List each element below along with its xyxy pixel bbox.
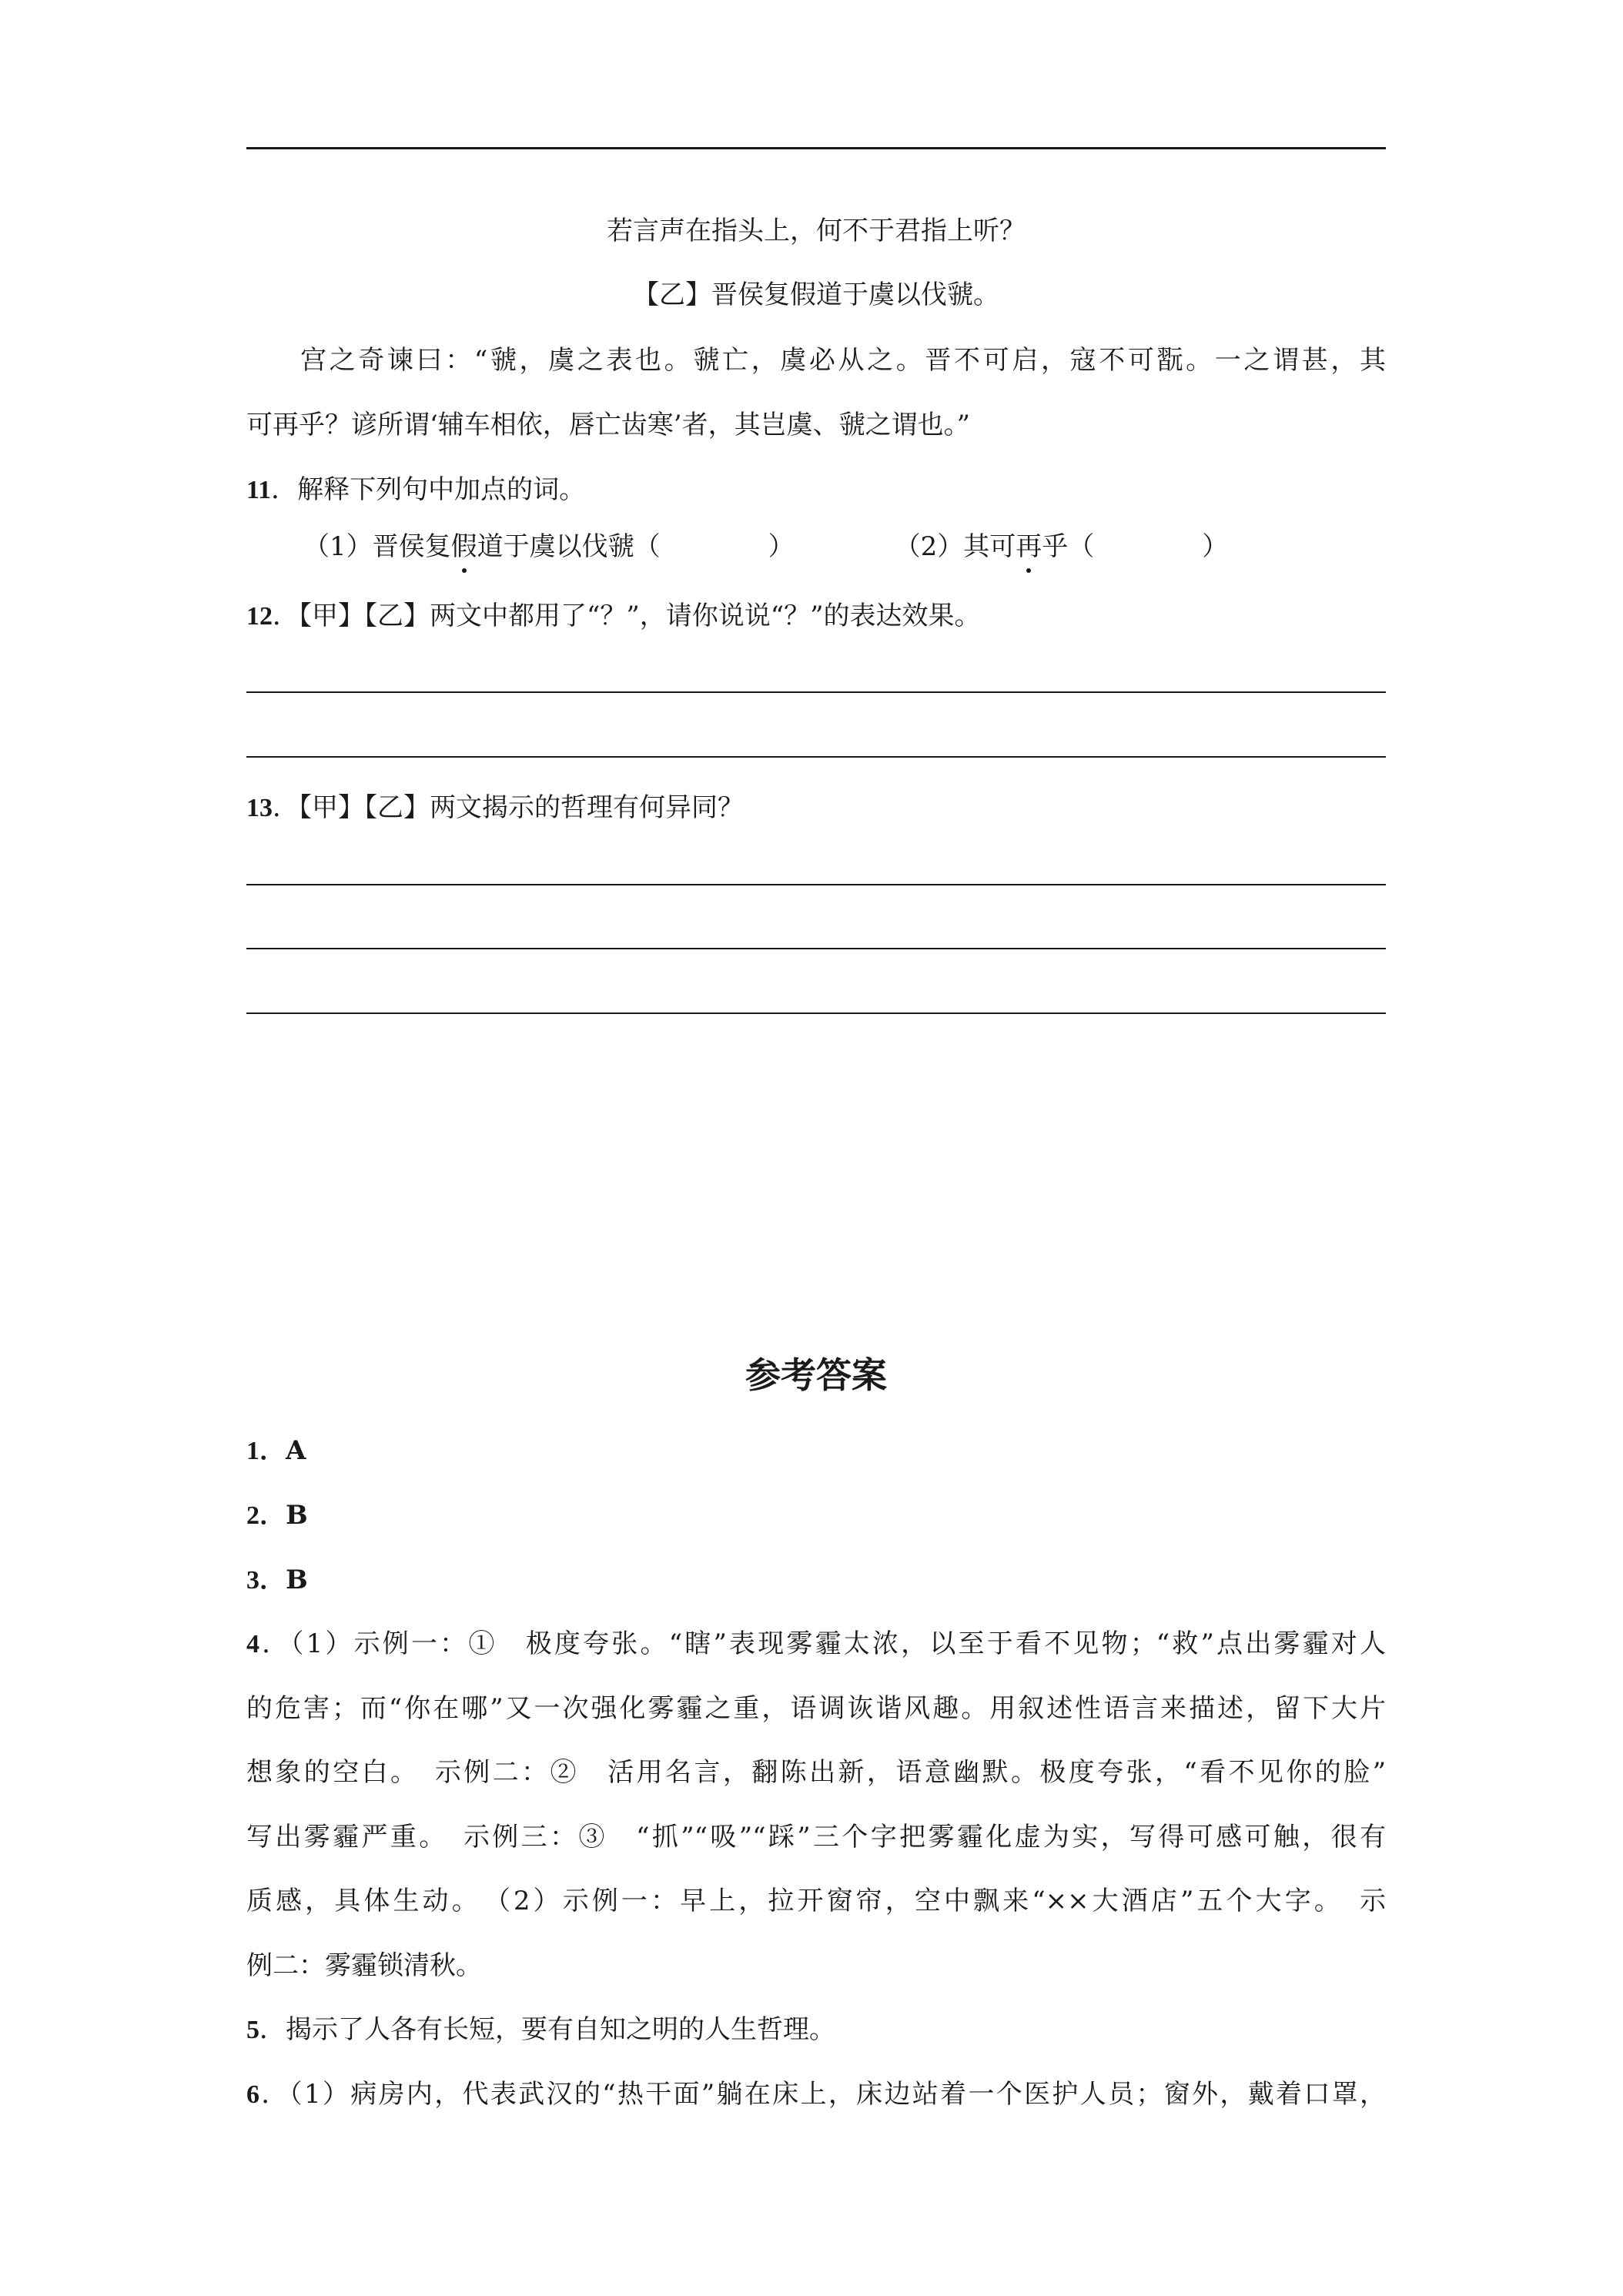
question-number: 12 — [246, 602, 273, 631]
item-2-prefix: （2）其可 — [894, 531, 1016, 562]
answer-4-line: 的危害；而“你在哪”又一次强化雾霾之重，语调诙谐风趣。用叙述性语言来描述，留下大片 — [246, 1693, 1386, 1724]
item-1-close: ） — [768, 531, 795, 562]
question-11 — [246, 473, 1386, 507]
answer-text: ．B — [259, 1565, 308, 1595]
emphasis-dot-word: 再 — [1016, 531, 1042, 562]
answer-6 — [246, 2077, 1386, 2112]
answer-4-line: 例二：雾霾锁清秋。 — [246, 1950, 482, 1981]
answer-4-line — [246, 1627, 1386, 1662]
header-rule — [246, 147, 1386, 149]
answer-number: 5 — [246, 2016, 259, 2044]
answer-number: 1 — [246, 1437, 259, 1465]
emphasis-dot-word: 假 — [450, 531, 477, 562]
answer-line[interactable] — [246, 1012, 1386, 1014]
answer-number: 6 — [246, 2080, 259, 2109]
answer-line[interactable] — [246, 691, 1386, 693]
passage-paragraph-line: 可再乎？谚所谓‘辅车相依，唇亡齿寒’者，其岂虞、虢之谓也。” — [246, 410, 970, 440]
question-text: ．解释下列句中加点的词。 — [271, 474, 586, 505]
passage-line: 若言声在指头上，何不于君指上听？ — [607, 216, 1026, 246]
answer-2 — [246, 1498, 1386, 1533]
answer-line[interactable] — [246, 884, 1386, 885]
answers-title: 参考答案 — [745, 1354, 887, 1396]
answer-5 — [246, 2013, 1386, 2047]
item-1-prefix: （1）晋侯复 — [303, 531, 451, 562]
answer-number: 3 — [246, 1566, 259, 1595]
answer-line[interactable] — [246, 756, 1386, 758]
passage-paragraph-line: 宫之奇谏曰：“虢，虞之表也。虢亡，虞必从之。晋不可启，寇不可翫。一之谓甚，其 — [300, 345, 1386, 376]
answer-line[interactable] — [246, 948, 1386, 949]
item-2-close: ） — [1202, 531, 1229, 562]
answer-number: 4 — [246, 1630, 259, 1658]
answer-number: 2 — [246, 1501, 259, 1530]
question-text: ．【甲】【乙】两文中都用了“？”，请你说说“？”的表达效果。 — [273, 601, 981, 631]
question-number: 13 — [246, 794, 273, 822]
question-13 — [246, 791, 1386, 825]
item-1-suffix: 道于虞以伐虢（ — [477, 531, 661, 562]
question-11-items — [303, 530, 1386, 564]
question-12 — [246, 599, 1386, 634]
answer-text: ．揭示了人各有长短，要有自知之明的人生哲理。 — [259, 2014, 835, 2045]
passage-yi-title: 【乙】晋侯复假道于虞以伐虢。 — [633, 279, 999, 310]
question-text: ．【甲】【乙】两文揭示的哲理有何异同？ — [273, 792, 744, 823]
item-2-suffix: 乎（ — [1042, 531, 1095, 562]
answer-text: ．（1）示例一：① 极度夸张。“瞎”表现雾霾太浓，以至于看不见物；“救”点出雾霾对人 — [259, 1628, 1387, 1659]
answer-text: ．B — [259, 1500, 308, 1531]
answer-3 — [246, 1563, 1386, 1598]
answer-4-line: 质感，具体生动。 （2）示例一：早上，拉开窗帘，空中飘来“××大酒店”五个大字。 示 — [246, 1886, 1386, 1916]
answer-4-line: 想象的空白。 示例二：② 活用名言，翻陈出新，语意幽默。极度夸张，“看不见你的脸” — [246, 1757, 1386, 1788]
answer-1 — [246, 1434, 1386, 1468]
answer-text: ．（1）病房内，代表武汉的“热干面”躺在床上，床边站着一个医护人员；窗外，戴着口罩， — [259, 2079, 1386, 2110]
question-number: 11 — [246, 476, 272, 504]
answer-text: ．A — [259, 1435, 306, 1466]
answer-4-line: 写出雾霾严重。 示例三：③ “抓”“吸”“踩”三个字把雾霾化虚为实，写得可感可触，很有 — [246, 1822, 1386, 1853]
